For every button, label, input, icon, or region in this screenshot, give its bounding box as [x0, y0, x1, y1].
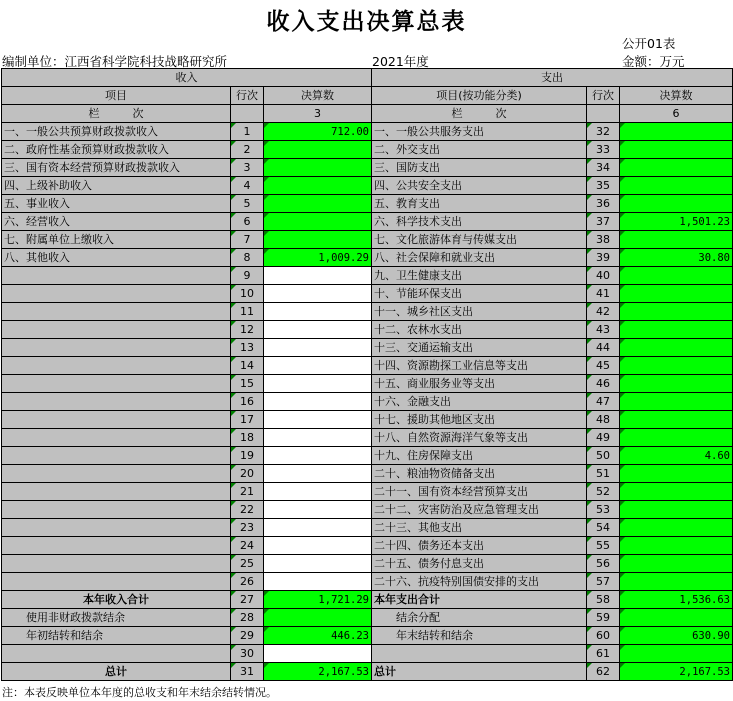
expense-amount-cell	[620, 483, 733, 501]
income-amount-cell: 712.00	[264, 123, 372, 141]
expense-lanci-label: 栏 次	[372, 105, 587, 123]
income-seq-cell: 14	[231, 357, 264, 375]
income-item-cell: 八、其他收入	[2, 249, 231, 267]
table-row	[2, 555, 733, 573]
income-summary-item: 年初结转和结余	[2, 627, 231, 645]
table-row	[2, 123, 733, 141]
expense-seq-cell: 49	[587, 429, 620, 447]
expense-amount-cell: 1,501.23	[620, 213, 733, 231]
income-seq-cell: 16	[231, 393, 264, 411]
expense-item-cell: 四、公共安全支出	[372, 177, 587, 195]
income-seq-cell: 18	[231, 429, 264, 447]
expense-item-cell: 二十五、债务付息支出	[372, 555, 587, 573]
income-seq-cell: 1	[231, 123, 264, 141]
expense-item-cell: 十五、商业服务业等支出	[372, 375, 587, 393]
income-seq-cell: 26	[231, 573, 264, 591]
table-row	[2, 537, 733, 555]
table-row	[2, 393, 733, 411]
income-item-cell	[2, 501, 231, 519]
income-item-cell	[2, 285, 231, 303]
income-col-number: 3	[264, 105, 372, 123]
expense-summary-amount: 1,536.63	[620, 591, 733, 609]
table-row	[2, 267, 733, 285]
expense-item-cell: 二十二、灾害防治及应急管理支出	[372, 501, 587, 519]
expense-seq-cell: 52	[587, 483, 620, 501]
income-seq-cell: 15	[231, 375, 264, 393]
expense-seq-cell: 57	[587, 573, 620, 591]
income-item-cell: 四、上级补助收入	[2, 177, 231, 195]
income-summary-amount: 1,721.29	[264, 591, 372, 609]
expense-item-cell: 九、卫生健康支出	[372, 267, 587, 285]
table-note: 注：本表反映单位本年度的总收支和年末结余结转情况。	[2, 686, 277, 699]
expense-col-number: 6	[620, 105, 733, 123]
income-amount-cell: 1,009.29	[264, 249, 372, 267]
income-item-cell: 一、一般公共预算财政拨款收入	[2, 123, 231, 141]
expense-seq-cell: 56	[587, 555, 620, 573]
expense-item-cell: 十七、援助其他地区支出	[372, 411, 587, 429]
table-row	[2, 375, 733, 393]
fiscal-year: 2021年度	[372, 54, 429, 69]
expense-summary-item: 年末结转和结余	[372, 627, 587, 645]
expense-lanci-seq	[587, 105, 620, 123]
table-row	[2, 411, 733, 429]
income-seq-cell: 6	[231, 213, 264, 231]
income-item-cell	[2, 321, 231, 339]
income-item-header: 项目	[2, 87, 231, 105]
expense-seq-cell: 53	[587, 501, 620, 519]
summary-row	[2, 609, 733, 627]
expense-amount-cell	[620, 573, 733, 591]
expense-seq-cell: 33	[587, 141, 620, 159]
currency-unit: 金额：万元	[622, 54, 685, 69]
income-amount-cell	[264, 357, 372, 375]
summary-row	[2, 663, 733, 681]
income-seq-cell: 17	[231, 411, 264, 429]
expense-seq-cell: 47	[587, 393, 620, 411]
income-seq-cell: 10	[231, 285, 264, 303]
expense-amount-cell	[620, 141, 733, 159]
income-seq-cell: 11	[231, 303, 264, 321]
expense-seq-cell: 46	[587, 375, 620, 393]
expense-item-cell: 二十、粮油物资储备支出	[372, 465, 587, 483]
expense-amount-cell	[620, 339, 733, 357]
expense-item-cell: 八、社会保障和就业支出	[372, 249, 587, 267]
income-seq-cell: 22	[231, 501, 264, 519]
income-amount-cell	[264, 465, 372, 483]
budget-summary-table	[1, 68, 733, 681]
expense-summary-seq: 62	[587, 663, 620, 681]
table-row	[2, 213, 733, 231]
expense-item-cell: 十、节能环保支出	[372, 285, 587, 303]
income-summary-amount	[264, 609, 372, 627]
expense-item-cell: 六、科学技术支出	[372, 213, 587, 231]
income-seq-cell: 13	[231, 339, 264, 357]
expense-item-cell: 十一、城乡社区支出	[372, 303, 587, 321]
income-item-cell	[2, 375, 231, 393]
income-item-cell	[2, 357, 231, 375]
income-amount-cell	[264, 141, 372, 159]
income-amount-cell	[264, 177, 372, 195]
expense-seq-cell: 45	[587, 357, 620, 375]
expense-summary-amount	[620, 645, 733, 663]
income-amount-cell	[264, 159, 372, 177]
income-seq-cell: 21	[231, 483, 264, 501]
income-summary-amount: 446.23	[264, 627, 372, 645]
expense-summary-amount: 2,167.53	[620, 663, 733, 681]
income-amount-cell	[264, 195, 372, 213]
income-amount-cell	[264, 375, 372, 393]
expense-amount-cell	[620, 375, 733, 393]
expense-seq-cell: 38	[587, 231, 620, 249]
expense-summary-item	[372, 645, 587, 663]
summary-row	[2, 645, 733, 663]
income-seq-cell: 2	[231, 141, 264, 159]
expense-item-cell: 二十一、国有资本经营预算支出	[372, 483, 587, 501]
table-row	[2, 159, 733, 177]
expense-seq-cell: 55	[587, 537, 620, 555]
income-item-cell	[2, 393, 231, 411]
expense-amount-cell	[620, 231, 733, 249]
expense-amount-cell	[620, 123, 733, 141]
expense-section-header: 支出	[372, 69, 733, 87]
income-summary-amount	[264, 645, 372, 663]
expense-summary-item: 本年支出合计	[372, 591, 587, 609]
income-amount-cell	[264, 339, 372, 357]
expense-amount-cell	[620, 465, 733, 483]
income-lanci-seq	[231, 105, 264, 123]
expense-amount-cell: 4.60	[620, 447, 733, 465]
income-amount-cell	[264, 555, 372, 573]
income-amount-cell	[264, 321, 372, 339]
income-amount-cell	[264, 537, 372, 555]
expense-item-cell: 一、一般公共服务支出	[372, 123, 587, 141]
expense-seq-header: 行次	[587, 87, 620, 105]
expense-seq-cell: 39	[587, 249, 620, 267]
income-amount-cell	[264, 285, 372, 303]
expense-amount-cell	[620, 303, 733, 321]
income-seq-cell: 12	[231, 321, 264, 339]
income-amount-cell	[264, 393, 372, 411]
expense-amount-cell	[620, 429, 733, 447]
expense-seq-cell: 34	[587, 159, 620, 177]
income-item-cell	[2, 483, 231, 501]
income-amount-cell	[264, 231, 372, 249]
summary-row	[2, 627, 733, 645]
table-row	[2, 465, 733, 483]
table-row	[2, 231, 733, 249]
table-row	[2, 195, 733, 213]
table-row	[2, 303, 733, 321]
expense-seq-cell: 32	[587, 123, 620, 141]
expense-item-cell: 十九、住房保障支出	[372, 447, 587, 465]
expense-seq-cell: 42	[587, 303, 620, 321]
table-row	[2, 249, 733, 267]
income-item-cell: 二、政府性基金预算财政拨款收入	[2, 141, 231, 159]
income-seq-cell: 4	[231, 177, 264, 195]
income-item-cell	[2, 537, 231, 555]
expense-amount-cell	[620, 501, 733, 519]
expense-summary-amount	[620, 609, 733, 627]
expense-item-cell: 二十四、债务还本支出	[372, 537, 587, 555]
expense-seq-cell: 48	[587, 411, 620, 429]
table-row	[2, 447, 733, 465]
income-item-cell	[2, 555, 231, 573]
income-summary-item: 本年收入合计	[2, 591, 231, 609]
expense-seq-cell: 54	[587, 519, 620, 537]
expense-amount-header: 决算数	[620, 87, 733, 105]
expense-seq-cell: 40	[587, 267, 620, 285]
expense-seq-cell: 36	[587, 195, 620, 213]
expense-amount-cell: 30.80	[620, 249, 733, 267]
table-row	[2, 321, 733, 339]
income-seq-cell: 25	[231, 555, 264, 573]
expense-amount-cell	[620, 393, 733, 411]
income-item-cell: 七、附属单位上缴收入	[2, 231, 231, 249]
expense-item-cell: 二十三、其他支出	[372, 519, 587, 537]
income-item-cell	[2, 267, 231, 285]
reporting-unit: 编制单位：江西省科学院科技战略研究所	[2, 54, 228, 69]
income-summary-seq: 27	[231, 591, 264, 609]
income-item-cell	[2, 447, 231, 465]
expense-seq-cell: 35	[587, 177, 620, 195]
expense-seq-cell: 50	[587, 447, 620, 465]
income-lanci-label: 栏 次	[2, 105, 231, 123]
table-row	[2, 519, 733, 537]
income-item-cell: 五、事业收入	[2, 195, 231, 213]
income-seq-cell: 24	[231, 537, 264, 555]
income-seq-cell: 19	[231, 447, 264, 465]
income-item-cell	[2, 339, 231, 357]
income-item-cell	[2, 519, 231, 537]
income-amount-cell	[264, 519, 372, 537]
income-seq-cell: 5	[231, 195, 264, 213]
income-summary-amount: 2,167.53	[264, 663, 372, 681]
income-amount-header: 决算数	[264, 87, 372, 105]
income-summary-seq: 28	[231, 609, 264, 627]
table-row	[2, 339, 733, 357]
expense-summary-seq: 59	[587, 609, 620, 627]
income-amount-cell	[264, 303, 372, 321]
income-item-cell	[2, 465, 231, 483]
expense-item-cell: 十八、自然资源海洋气象等支出	[372, 429, 587, 447]
expense-amount-cell	[620, 285, 733, 303]
expense-amount-cell	[620, 321, 733, 339]
expense-item-cell: 十二、农林水支出	[372, 321, 587, 339]
expense-amount-cell	[620, 159, 733, 177]
expense-summary-seq: 61	[587, 645, 620, 663]
expense-amount-cell	[620, 195, 733, 213]
income-amount-cell	[264, 483, 372, 501]
expense-item-cell: 二、外交支出	[372, 141, 587, 159]
table-row	[2, 501, 733, 519]
income-summary-item	[2, 645, 231, 663]
page-title: 收入支出决算总表	[266, 9, 467, 35]
income-item-cell: 六、经营收入	[2, 213, 231, 231]
income-seq-cell: 9	[231, 267, 264, 285]
expense-item-cell: 三、国防支出	[372, 159, 587, 177]
income-amount-cell	[264, 213, 372, 231]
expense-amount-cell	[620, 177, 733, 195]
table-row	[2, 177, 733, 195]
income-item-cell	[2, 303, 231, 321]
expense-summary-item: 结余分配	[372, 609, 587, 627]
income-item-cell	[2, 573, 231, 591]
expense-summary-seq: 60	[587, 627, 620, 645]
expense-seq-cell: 51	[587, 465, 620, 483]
expense-item-cell: 十四、资源勘探工业信息等支出	[372, 357, 587, 375]
expense-item-cell: 二十六、抗疫特别国债安排的支出	[372, 573, 587, 591]
summary-row	[2, 591, 733, 609]
expense-seq-cell: 37	[587, 213, 620, 231]
expense-amount-cell	[620, 357, 733, 375]
income-amount-cell	[264, 411, 372, 429]
income-seq-cell: 7	[231, 231, 264, 249]
expense-item-cell: 十三、交通运输支出	[372, 339, 587, 357]
expense-item-cell: 五、教育支出	[372, 195, 587, 213]
expense-amount-cell	[620, 555, 733, 573]
expense-summary-item: 总计	[372, 663, 587, 681]
expense-item-header: 项目(按功能分类)	[372, 87, 587, 105]
income-amount-cell	[264, 267, 372, 285]
income-amount-cell	[264, 573, 372, 591]
expense-summary-amount: 630.90	[620, 627, 733, 645]
income-seq-cell: 23	[231, 519, 264, 537]
income-amount-cell	[264, 429, 372, 447]
income-summary-item: 使用非财政拨款结余	[2, 609, 231, 627]
income-summary-seq: 30	[231, 645, 264, 663]
income-section-header: 收入	[2, 69, 372, 87]
expense-amount-cell	[620, 267, 733, 285]
income-summary-seq: 31	[231, 663, 264, 681]
table-row	[2, 483, 733, 501]
expense-amount-cell	[620, 537, 733, 555]
expense-seq-cell: 41	[587, 285, 620, 303]
expense-seq-cell: 43	[587, 321, 620, 339]
income-seq-cell: 20	[231, 465, 264, 483]
expense-item-cell: 七、文化旅游体育与传媒支出	[372, 231, 587, 249]
income-item-cell: 三、国有资本经营预算财政拨款收入	[2, 159, 231, 177]
table-row	[2, 285, 733, 303]
expense-seq-cell: 44	[587, 339, 620, 357]
income-seq-header: 行次	[231, 87, 264, 105]
table-row	[2, 141, 733, 159]
expense-amount-cell	[620, 519, 733, 537]
income-seq-cell: 3	[231, 159, 264, 177]
income-item-cell	[2, 429, 231, 447]
income-summary-seq: 29	[231, 627, 264, 645]
table-row	[2, 357, 733, 375]
income-amount-cell	[264, 447, 372, 465]
form-code: 公开01表	[622, 36, 676, 51]
table-row	[2, 573, 733, 591]
expense-summary-seq: 58	[587, 591, 620, 609]
income-summary-item: 总计	[2, 663, 231, 681]
table-row	[2, 429, 733, 447]
income-amount-cell	[264, 501, 372, 519]
expense-item-cell: 十六、金融支出	[372, 393, 587, 411]
expense-amount-cell	[620, 411, 733, 429]
income-item-cell	[2, 411, 231, 429]
income-seq-cell: 8	[231, 249, 264, 267]
